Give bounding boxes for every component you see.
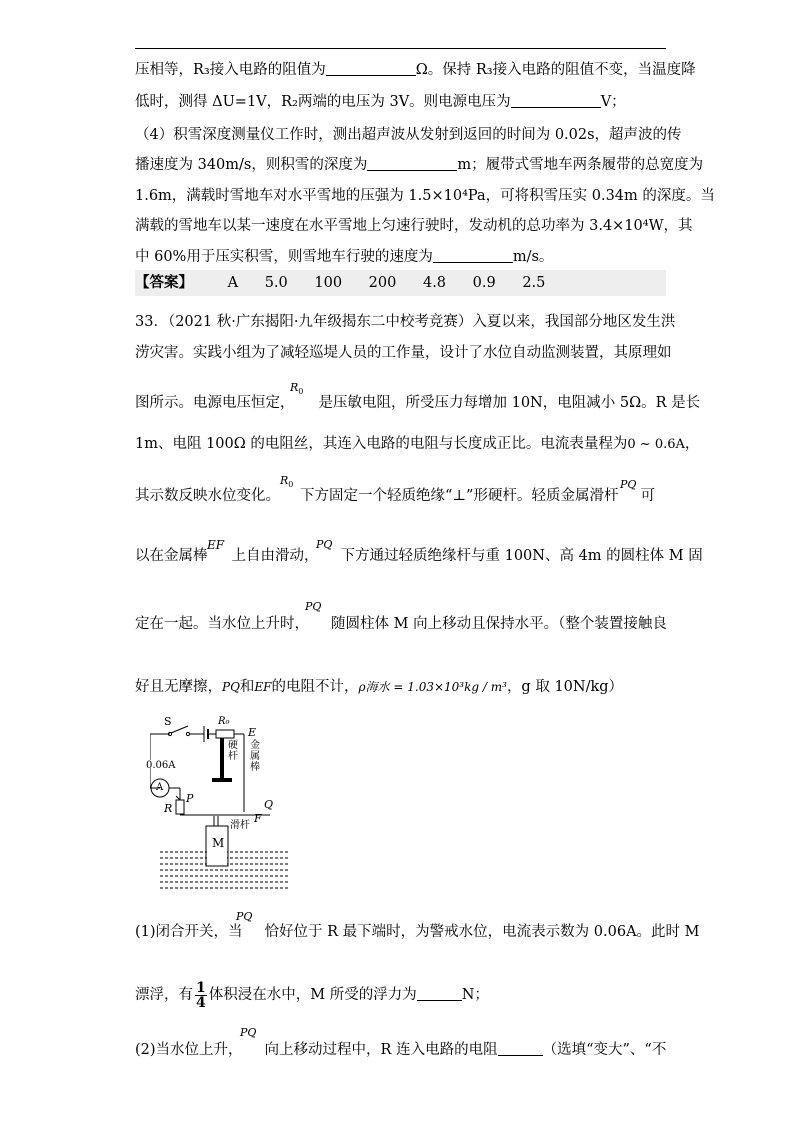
sub1-line2: [135, 980, 666, 1010]
text: 随圆柱体 M 向上移动且保持水平。（整个装置接触良: [331, 616, 667, 632]
text: 压相等，R₃接入电路的阻值为: [135, 62, 326, 78]
symbol-pq: PQ: [316, 538, 333, 551]
text: 1m、电阻 100Ω 的电阻丝，其连入电路的电阻与长度成正比。电流表量程为: [135, 436, 628, 452]
text: 以在金属棒: [135, 548, 208, 564]
symbol-pq: PQ: [305, 600, 322, 613]
answer-blank: [326, 61, 416, 76]
symbol-pq: PQ: [240, 1026, 257, 1039]
answer-blank: [511, 93, 601, 108]
text: R: [290, 381, 299, 394]
answer-value: A: [227, 275, 239, 291]
text: 恰好位于 R 最下端时，为警戒水位，电流表示数为 0.06A。此时 M: [264, 924, 700, 940]
answer-label: 【答案】: [135, 274, 193, 291]
hard-rod-label: 硬杆: [228, 740, 238, 762]
range-formula: 0 ~ 0.6A: [627, 437, 685, 452]
text: 和: [239, 679, 255, 695]
q33-line8: [135, 677, 666, 697]
symbol-r0: [280, 474, 293, 489]
r0-label: R₀: [218, 716, 230, 727]
text: ，g 取 10N/kg）: [506, 679, 624, 695]
text: (2)当水位上升，: [135, 1042, 243, 1058]
text: 体积浸在水中，M 所受的浮力为: [208, 987, 417, 1003]
symbol-pq: PQ: [236, 910, 253, 923]
text: V；: [600, 94, 626, 110]
text: 的电阻不计，: [271, 679, 359, 695]
q33-line5: [135, 486, 666, 506]
text: 定在一起。当水位上升时，: [135, 616, 309, 632]
switch-label: S: [164, 715, 172, 728]
ammeter-reading: 0.06A: [146, 760, 176, 771]
text: 中 60%用于压实积雪，则雪地车行驶的速度为: [135, 249, 433, 265]
answer-value: 200: [368, 275, 397, 291]
text: 上自由滑动，: [231, 548, 319, 564]
q33-line7: [135, 614, 666, 634]
symbol-ef: EF: [207, 538, 225, 552]
q-label: Q: [264, 798, 274, 811]
text: (1)闭合开关，当: [135, 924, 243, 940]
answer-bar: [135, 270, 666, 296]
part4-line3: 1.6m，满载时雪地车对水平雪地的压强为 1.5×10⁴Pa，可将积雪压实 0.34m 的深度。当: [135, 188, 715, 204]
sub1-line1: [135, 922, 700, 942]
text: 下方固定一个轻质绝缘“⊥”形硬杆。轻质金属滑杆: [300, 488, 619, 504]
text: m/s。: [512, 249, 554, 265]
answer-blank: [433, 248, 513, 263]
e-label: E: [248, 726, 257, 739]
part3-line2: [135, 92, 666, 112]
part4-line1: （4）积雪深度测量仪工作时，测出超声波从发射到返回的时间为 0.02s，超声波的传: [135, 127, 682, 143]
part4-line2: [135, 155, 704, 175]
density-formula: ρ海水 = 1.03×10³kg / m³: [358, 680, 507, 694]
text: 图所示。电源电压恒定，: [135, 395, 295, 411]
text: N；: [461, 987, 489, 1003]
text: （选填“变大”、“不: [542, 1042, 667, 1058]
part4-line5: [135, 247, 666, 267]
answer-blank: [498, 1041, 543, 1056]
text: 其示数反映水位变化。: [135, 488, 280, 504]
text: 下方通过轻质绝缘杆与重 100N、高 4m 的圆柱体 M 固: [340, 548, 703, 564]
answer-value: 4.8: [422, 275, 447, 291]
subscript: 0: [288, 480, 294, 490]
text: 好且无摩擦，: [135, 679, 222, 695]
symbol-pq: PQ: [620, 478, 637, 491]
answer-blank: [367, 156, 457, 171]
answer-blank: [417, 986, 462, 1001]
answer-value: 0.9: [472, 275, 496, 291]
answer-value: 2.5: [522, 275, 546, 291]
symbol-r0: [290, 381, 303, 396]
subscript: 0: [298, 387, 304, 397]
sub2-line1: [135, 1040, 666, 1060]
symbol-pq: PQ: [222, 680, 240, 694]
symbol-ef: EF: [254, 680, 272, 694]
q33-line2: 涝灾害。实践小组为了减轻巡堤人员的工作量，设计了水位自动监测装置，其原理如: [135, 345, 672, 361]
q33-line4: [135, 434, 700, 455]
text: 向上移动过程中，R 连入电路的电阻: [264, 1042, 498, 1058]
text: 是压敏电阻，所受压力每增加 10N，电阻减小 5Ω。R 是长: [318, 395, 701, 411]
answer-value: 100: [314, 275, 343, 291]
r-label: R: [164, 802, 173, 815]
circuit-figure: [146, 712, 290, 902]
top-rule: [135, 48, 666, 49]
fraction-numerator: 1: [196, 979, 206, 996]
p-label: P: [186, 792, 194, 805]
text: R: [280, 474, 289, 487]
text: ，: [684, 436, 700, 452]
metal-rod-label: 金属棒: [250, 740, 260, 773]
part3-line1: [135, 60, 696, 80]
part4-line4: 满载的雪地车以某一速度在水平雪地上匀速行驶时，发动机的总功率为 3.4×10⁴W，其: [135, 218, 693, 234]
text: 可: [640, 488, 655, 504]
m-label: M: [212, 836, 225, 850]
q33-line1: 33．（2021 秋·广东揭阳·九年级揭东二中校考竞赛）入夏以来，我国部分地区发生洪: [135, 314, 676, 330]
fraction: [195, 981, 207, 1010]
f-label: F: [254, 812, 262, 825]
q33-line3: [135, 393, 701, 413]
fraction-denominator: 4: [196, 994, 206, 1011]
text: m；履带式雪地车两条履带的总宽度为: [457, 157, 704, 173]
answer-value: 5.0: [264, 275, 288, 291]
text: 播速度为 340m/s，则积雪的深度为: [135, 157, 368, 173]
text: 低时，测得 ΔU=1V，R₂两端的电压为 3V。则电源电压为: [135, 94, 511, 110]
ammeter-symbol: A: [156, 782, 164, 793]
text: Ω。保持 R₃接入电路的阻值不变，当温度降: [415, 62, 696, 78]
text: 漂浮，有: [135, 987, 193, 1003]
slider-label: 滑杆: [230, 820, 250, 831]
